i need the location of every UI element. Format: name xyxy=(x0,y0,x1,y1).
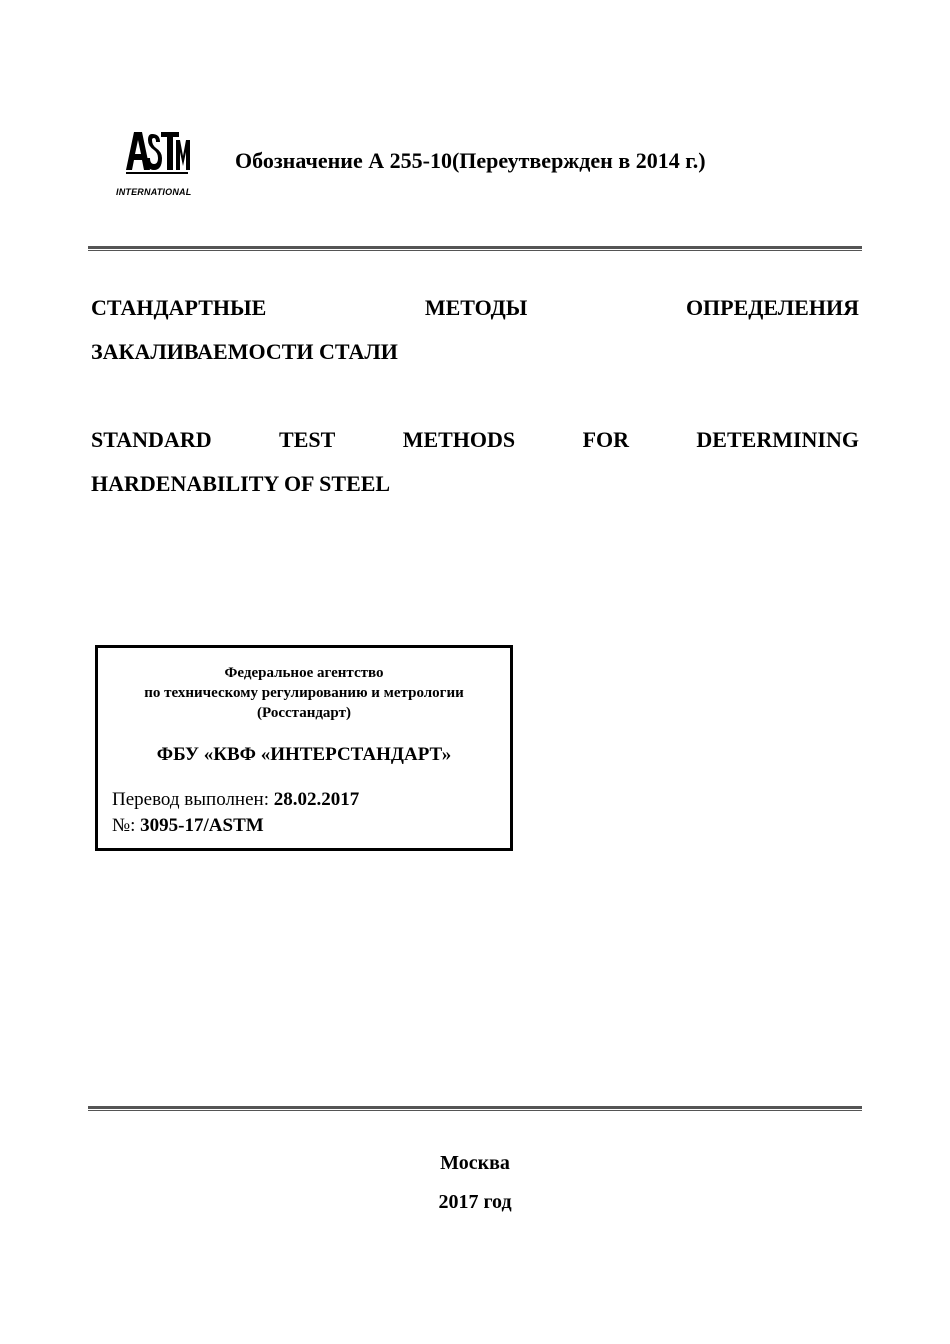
bottom-divider xyxy=(88,1106,862,1111)
translation-number-line xyxy=(112,815,264,837)
title-en-line-1 xyxy=(91,418,859,462)
title-word: ОПРЕДЕЛЕНИЯ xyxy=(685,295,859,320)
number-label: №: xyxy=(112,815,136,836)
agency-line: по техническому регулированию и метрологии xyxy=(144,685,464,701)
title-text: HARDENABILITY OF STEEL xyxy=(91,471,391,496)
agency-line: (Росстандарт) xyxy=(257,705,351,721)
title-word: МЕТОДЫ xyxy=(424,295,528,320)
city: Москва xyxy=(440,1152,510,1174)
title-text: ЗАКАЛИВАЕМОСТИ СТАЛИ xyxy=(91,339,398,364)
year: 2017 год xyxy=(438,1191,512,1213)
title-word: METHODS xyxy=(402,427,516,452)
title-russian xyxy=(91,286,859,374)
agency-name xyxy=(98,663,510,723)
translation-stamp xyxy=(95,645,513,851)
translation-date-line xyxy=(112,789,359,811)
title-en-line-2 xyxy=(91,462,859,506)
translation-number: 3095-17/ASTM xyxy=(140,815,264,836)
title-word: STANDARD xyxy=(91,427,212,452)
organization-name: ФБУ «КВФ «ИНТЕРСТАНДАРТ» xyxy=(156,744,452,765)
title-ru-line-1 xyxy=(91,286,859,330)
agency-line: Федеральное агентство xyxy=(224,665,384,681)
title-ru-line-2 xyxy=(91,330,859,374)
title-word: СТАНДАРТНЫЕ xyxy=(91,295,267,320)
title-word: FOR xyxy=(582,427,630,452)
title-english xyxy=(91,418,859,506)
top-divider xyxy=(88,246,862,251)
document-designation: Обозначение А 255-10(Переутвержден в 2014 г.) xyxy=(235,148,706,173)
translation-date: 28.02.2017 xyxy=(273,789,360,810)
title-word: TEST xyxy=(279,427,336,452)
translation-label: Перевод выполнен: xyxy=(112,789,269,810)
title-word: DETERMINING xyxy=(696,427,859,452)
logo-caption: INTERNATIONAL xyxy=(116,187,192,197)
